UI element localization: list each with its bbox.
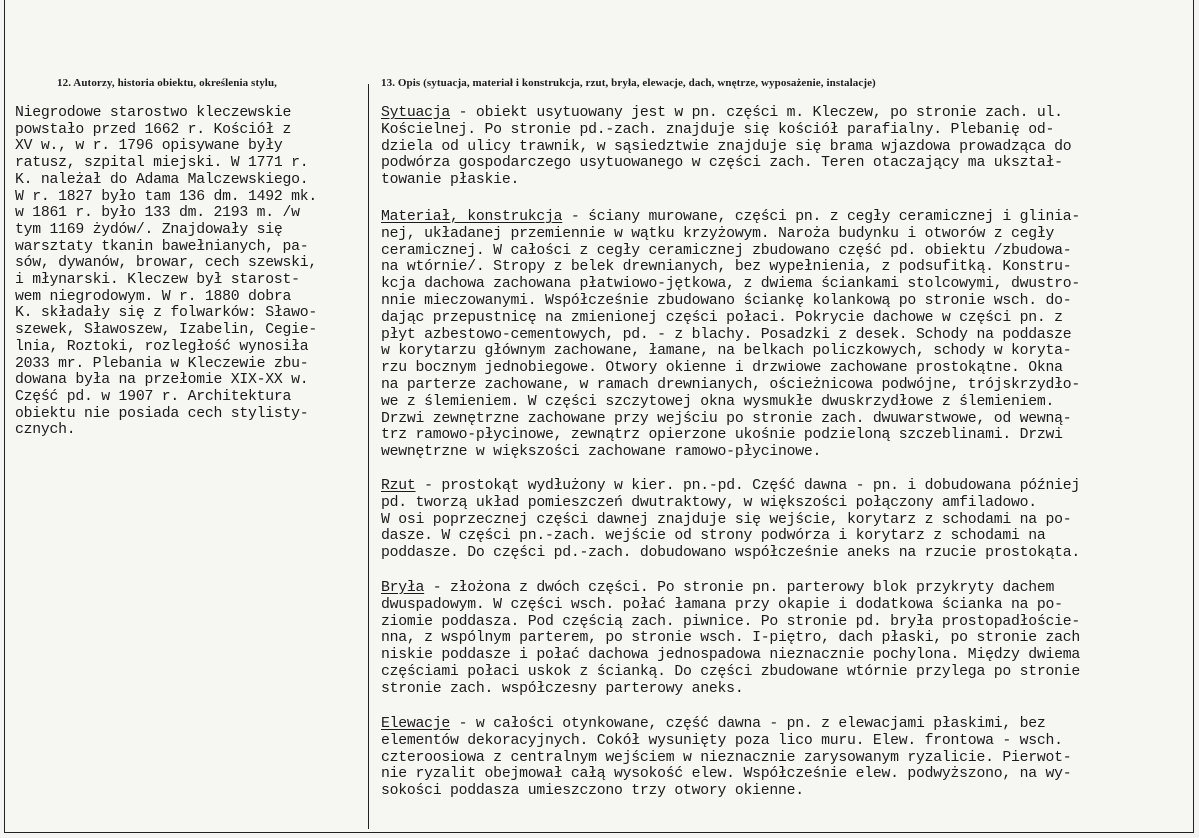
text-line: we z ślemieniem. W części szczytowej okna wysmukłe dwuskrzydłowe z ślemieniem. [381, 393, 1055, 410]
text-line: K. należał do Adama Malczewskiego. [15, 171, 309, 188]
text-line: elementów dekoracyjnych. Cokół wysunięty poza lico muru. Elew. frontowa - wsch. [381, 732, 1063, 749]
right-column-heading: 13. Opis (sytuacja, materiał i konstrukcja, rzut, bryła, elewacje, dach, wnętrze, wyposażenie, instalacje) [381, 77, 876, 89]
text-line: płyt azbestowo-cementowych, pd. - z blachy. Posadzki z desek. Schody na poddasze [381, 326, 1072, 343]
section-first-line [381, 478, 1196, 495]
text-line: obiektu nie posiada cech stylisty- [15, 405, 309, 422]
text-line: Część pd. w 1907 r. Architektura [15, 388, 292, 405]
text-line: niskie poddasze i połać dachowa jednospadowa nieznacznie pochylona. Między dwiema [381, 647, 1080, 664]
text-line: podwórza gospodarczego usytuowanego w części zach. Teren otaczający ma ukształ- [381, 155, 1063, 172]
text-line: i młynarski. Kleczew był starost- [15, 272, 300, 289]
text-line: wewnętrzne w większości zachowane ramowo-płycinowe. [381, 444, 822, 461]
section-first-line-text: - prostokąt wydłużony w kier. pn.-pd. Część dawna - pn. i dobudowana później [415, 478, 1081, 494]
section-rzut [381, 478, 1196, 562]
section-title: Materiał, konstrukcja [381, 209, 563, 225]
section-title: Elewacje [381, 716, 451, 732]
history-text [15, 105, 361, 439]
text-line: wem niegrodowym. W r. 1880 dobra [15, 288, 292, 305]
section-title: Rzut [381, 478, 416, 494]
text-line: W osi poprzecznej części dawnej znajduje się wejście, korytarz z schodami na po- [381, 511, 1072, 528]
text-line: 2033 mr. Plebania w Kleczewie zbu- [15, 355, 309, 372]
column-divider [368, 84, 369, 829]
text-line: kcja dachowa zachowana płatwiowo-jętkowa, z dwiema ściankami stolcowymi, dwustro- [381, 276, 1080, 293]
text-line: nej, układanej przemiennie w wątku krzyżowym. Naroża budynku i otworów z cegły [381, 225, 1055, 242]
text-line: dasze. W części pn.-zach. wejście od strony podwórza i korytarz z schodami na [381, 528, 1046, 545]
text-line: W r. 1827 było tam 136 dm. 1492 mk. [15, 188, 318, 205]
left-column-heading: 12. Autorzy, historia obiektu, określenia stylu, [57, 77, 278, 89]
text-line: ziomie poddasza. Pod częścią zach. piwnice. Po stronie pd. bryła prostopadłoście- [381, 613, 1080, 630]
section-bryla [381, 580, 1196, 698]
section-sytuacja [381, 105, 1196, 189]
text-line: towanie płaskie. [381, 172, 520, 189]
section-first-line-text: - obiekt usytuowany jest w pn. części m. Kleczew, po stronie zach. ul. [450, 105, 1063, 121]
text-line: nie ryzalit obejmował całą wysokość elew. Współcześnie elew. podwyższono, na wy- [381, 766, 1072, 783]
text-line: dając przepustnicę na zmienionej części połaci. Pokrycie dachowe w części pn. z [381, 309, 1063, 326]
text-line: cznych. [15, 422, 76, 439]
section-title: Bryła [381, 580, 425, 596]
section-material-konstrukcja [381, 209, 1196, 461]
text-line: stronie zach. współczesny parterowy aneks. [381, 680, 744, 697]
text-line: pd. tworzą układ pomieszczeń dwutraktowy, w większości połączony amfiladowo. [381, 494, 1037, 511]
text-line: K. składały się z folwarków: Sławo- [15, 305, 318, 322]
text-line: dowana była na przełomie XIX-XX w. [15, 372, 309, 389]
text-line: Niegrodowe starostwo kleczewskie [15, 105, 292, 121]
section-first-line-text: - ściany murowane, części pn. z cegły ceramicznej i glinia- [562, 209, 1081, 225]
text-line: nnie mieczowanymi. Współcześnie zbudowano ściankę kolankową po stronie wsch. do- [381, 292, 1072, 309]
text-line: warsztaty tkanin bawełnianych, pa- [15, 238, 309, 255]
section-first-line [381, 105, 1196, 122]
text-line: ceramicznej. W całości z cegły ceramicznej zbudowano część pd. obiektu /zbudowa- [381, 242, 1072, 259]
text-line: w korytarzu głównym zachowane, łamane, na belkach policzkowych, schody w koryta- [381, 343, 1072, 360]
text-line: czteroosiowa z centralnym wejściem w nieznacznie zarysowanym ryzalicie. Pierwot- [381, 749, 1072, 766]
text-line: nna, z wspólnym parterem, po stronie wsch. I-piętro, dach płaski, po stronie zach [381, 630, 1080, 647]
section-first-line [381, 716, 1196, 733]
text-line: powstało przed 1662 r. Kościół z [15, 121, 292, 138]
text-line: Drzwi zewnętrzne zachowane przy wejściu po stronie zach. dwuwarstwowe, od wewną- [381, 410, 1072, 427]
text-line: XV w., w r. 1796 opisywane były [15, 138, 283, 155]
text-line: Kościelnej. Po stronie pd.-zach. znajduje się kościół parafialny. Plebanię od- [381, 121, 1055, 138]
section-first-line-text: - w całości otynkowane, część dawna - pn. z elewacjami płaskimi, bez [450, 716, 1046, 732]
text-line: w 1861 r. było 133 dm. 2193 m. /w [15, 205, 300, 222]
text-line: częściami połaci uskok z ścianką. Do części zbudowane wtórnie przylega po stronie [381, 663, 1080, 680]
text-line: na parterze zachowane, w ramach drewnianych, ościeżnicowa podwójne, trójskrzydło- [381, 376, 1080, 393]
text-line: poddasze. Do części pd.-zach. dobudowano współcześnie aneks na rzucie prostokąta. [381, 545, 1080, 562]
text-line: szewek, Sławoszew, Izabelin, Cegie- [15, 322, 318, 339]
text-line: rzu bocznym jednobiegowe. Otwory okienne i drzwiowe zachowane prostokątne. Okna [381, 360, 1063, 377]
text-line: trz ramowo-płycinowe, zewnątrz opierzone ukośnie podzieloną szczeblinami. Drzwi [381, 427, 1063, 444]
text-line: dwuspadowym. W części wsch. połać łamana przy okapie i dodatkowa ścianka na po- [381, 596, 1063, 613]
section-title: Sytuacja [381, 105, 451, 121]
text-line: dziela od ulicy trawnik, w sąsiedztwie znajduje się brama wjazdowa prowadząca do [381, 138, 1072, 155]
text-line: tym 1169 żydów/. Znajdowały się [15, 221, 283, 238]
section-elewacje [381, 716, 1196, 800]
text-line: sokości poddasza umieszczono trzy otwory okienne. [381, 783, 804, 800]
text-line: na wtórnie/. Stropy z belek drewnianych, bez wypełnienia, z podsufitką. Konstru- [381, 259, 1072, 276]
text-line: ratusz, szpital miejski. W 1771 r. [15, 155, 309, 172]
section-first-line-text: - złożona z dwóch części. Po stronie pn. parterowy blok przykryty dachem [424, 580, 1055, 596]
section-first-line [381, 580, 1196, 597]
section-first-line [381, 209, 1196, 226]
text-line: lnia, Roztoki, rozległość wynosiła [15, 338, 309, 355]
text-line: sów, dywanów, browar, cech szewski, [15, 255, 318, 272]
